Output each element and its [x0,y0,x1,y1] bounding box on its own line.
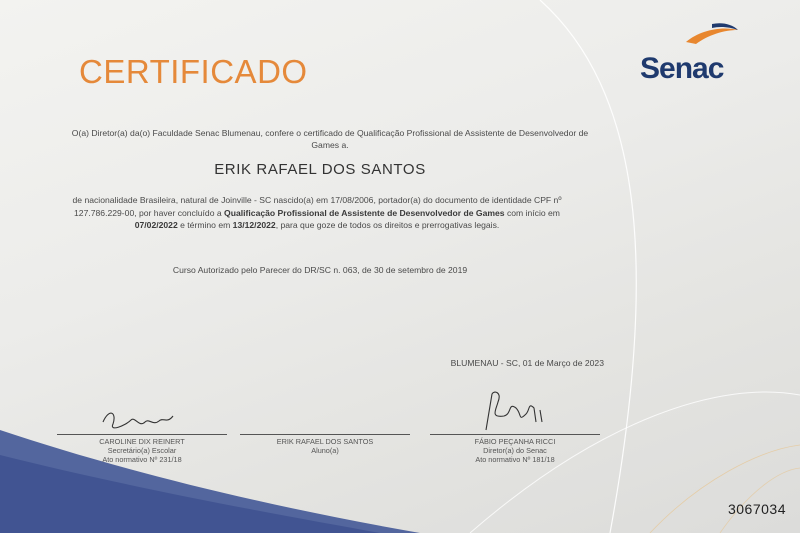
certificate-intro: O(a) Diretor(a) da(o) Faculdade Senac Blumenau, confere o certificado de Qualificação Profissional de Assistente de Desenvolvedor de Games a. [71,128,589,150]
signature-name: ERIK RAFAEL DOS SANTOS [276,437,374,446]
body-part1: de nacionalidade Brasileira, natural de Joinville - SC nascido(a) em 17/08/2006, portador(a) do documento de identidade CPF nº 127.786.229-00, por haver concluído a [72,195,562,218]
signature-name: FÁBIO PEÇANHA RICCI [474,437,556,446]
logo-wordmark: Senac [640,52,724,85]
start-date: 07/02/2022 [134,220,178,230]
signature-1-scribble [95,402,185,438]
place-date: BLUMENAU - SC, 01 de Março de 2023 [450,358,604,368]
certificate-title: CERTIFICADO [79,53,308,90]
signature-line [57,434,227,435]
signature-name: CAROLINE DIX REINERT [99,437,185,446]
signature-role: Aluno(a) [311,446,339,455]
senac-logo [638,22,750,84]
body-part3: e término em [180,220,231,230]
signature-role: Secretário(a) Escolar [107,446,177,455]
signature-block-2 [240,434,410,455]
document-code: 3067034 [727,501,786,517]
signature-act: Ato normativo Nº 231/18 [102,455,182,464]
signature-act: Ato normativo Nº 181/18 [475,455,555,464]
course-name: Qualificação Profissional de Assistente de Desenvolvedor de Games [224,207,505,218]
course-authorization: Curso Autorizado pelo Parecer do DR/SC n. 063, de 30 de setembro de 2019 [172,265,468,275]
body-part4: , para que goze de todos os direitos e prerrogativas legais. [275,220,500,230]
end-date: 13/12/2022 [232,220,276,230]
signature-3-scribble [478,388,558,438]
certificate-body [52,194,582,232]
signature-block-1 [57,434,227,464]
signature-block-3 [430,434,600,464]
recipient-name: ERIK RAFAEL DOS SANTOS [214,161,426,178]
body-part2: com início em [506,207,560,218]
signature-line [430,434,600,435]
signature-line [240,434,410,435]
signature-role: Diretor(a) do Senac [483,446,547,455]
